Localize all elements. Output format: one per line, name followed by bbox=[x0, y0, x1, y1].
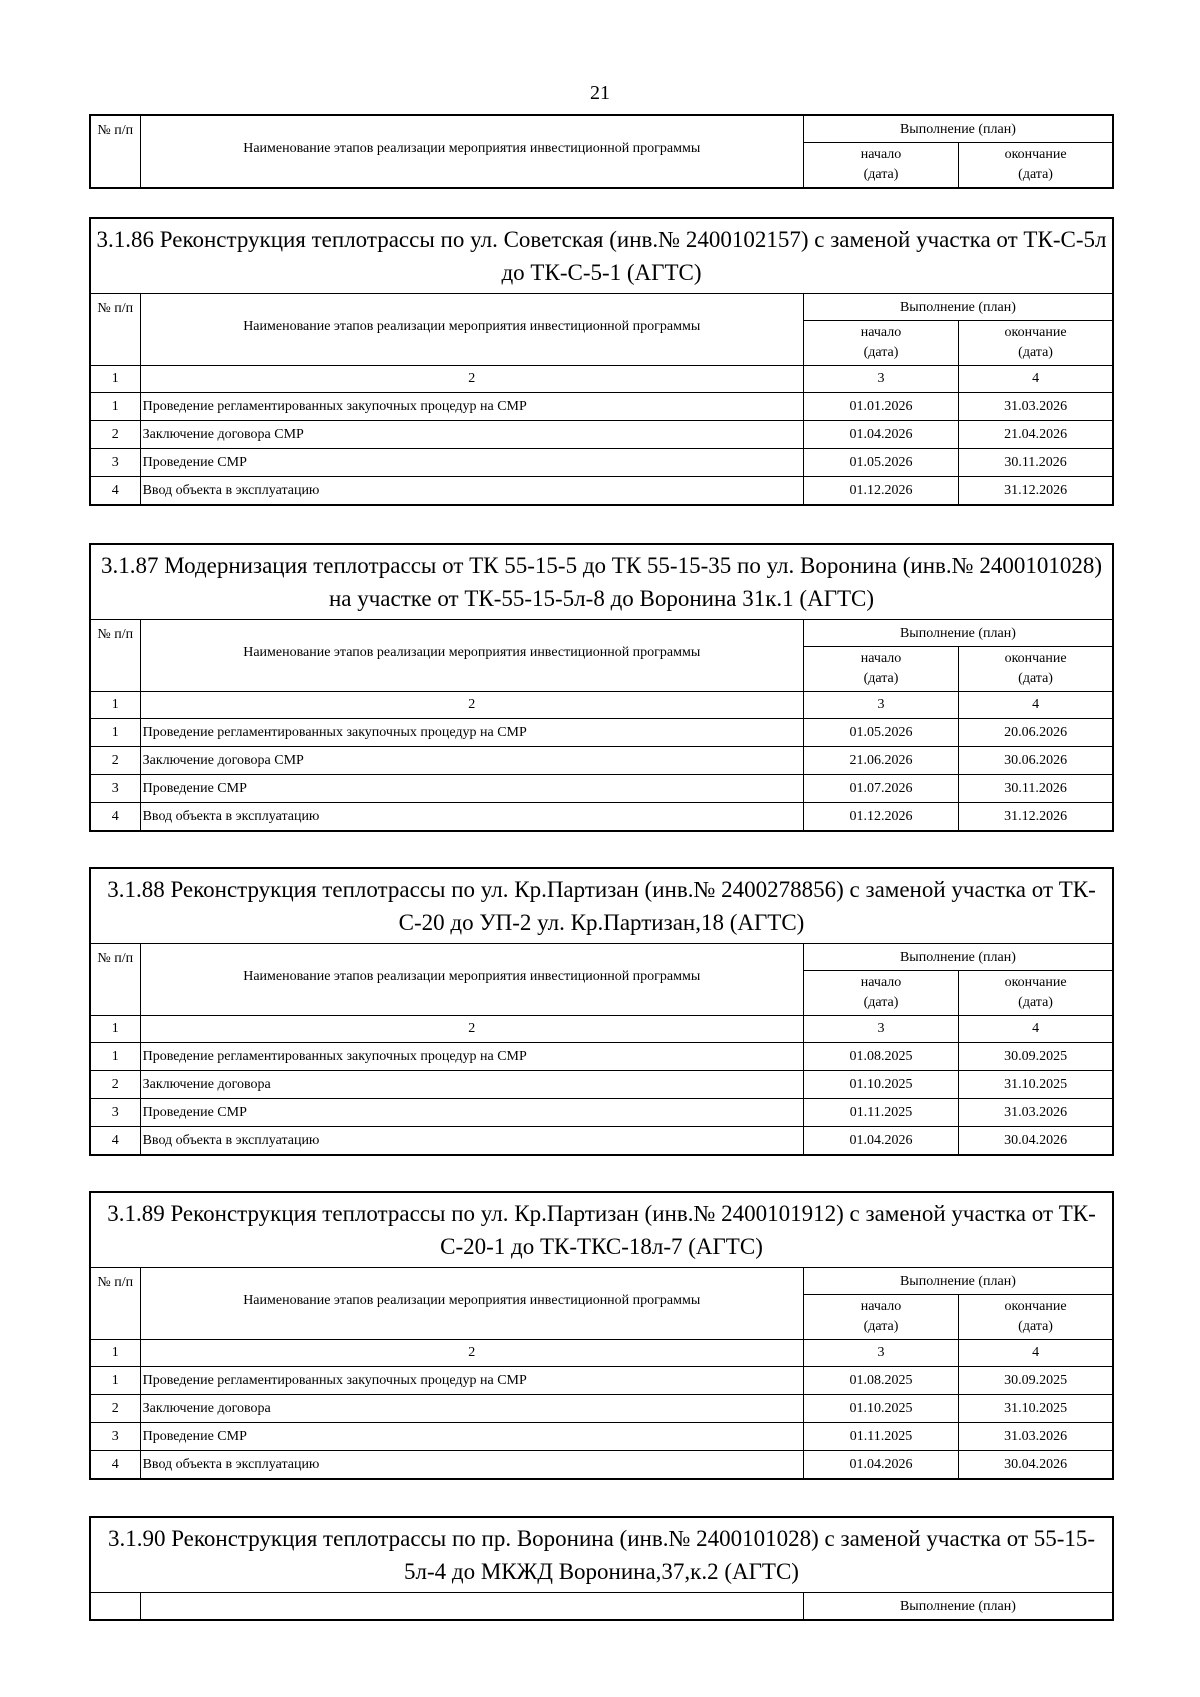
end-date: 30.09.2025 bbox=[959, 1367, 1113, 1395]
header-col-end: окончание (дата) bbox=[959, 1295, 1113, 1340]
row-number: 1 bbox=[90, 1043, 140, 1071]
row-number: 4 bbox=[90, 477, 140, 506]
row-number: 2 bbox=[90, 1395, 140, 1423]
table-row bbox=[90, 775, 1113, 803]
row-number: 3 bbox=[90, 1423, 140, 1451]
end-date: 31.03.2026 bbox=[959, 1423, 1113, 1451]
stage-name: Проведение СМР bbox=[140, 1423, 803, 1451]
table-row bbox=[90, 803, 1113, 832]
start-date: 01.04.2026 bbox=[803, 1451, 958, 1480]
row-number: 3 bbox=[90, 449, 140, 477]
header-col-name: Наименование этапов реализации мероприятия инвестиционной программы bbox=[140, 115, 803, 188]
header-col-name-empty bbox=[140, 1593, 803, 1621]
end-date: 31.03.2026 bbox=[959, 393, 1113, 421]
column-index-4: 4 bbox=[959, 1016, 1113, 1043]
header-col-num: № п/п bbox=[90, 1268, 140, 1340]
start-date: 01.12.2026 bbox=[803, 803, 958, 832]
header-col-name: Наименование этапов реализации мероприятия инвестиционной программы bbox=[140, 294, 803, 366]
stage-name: Проведение СМР bbox=[140, 775, 803, 803]
stage-name: Заключение договора bbox=[140, 1071, 803, 1099]
header-col-name: Наименование этапов реализации мероприятия инвестиционной программы bbox=[140, 944, 803, 1016]
row-number: 4 bbox=[90, 1127, 140, 1156]
start-date: 01.05.2026 bbox=[803, 719, 958, 747]
end-date: 31.10.2025 bbox=[959, 1071, 1113, 1099]
table-row bbox=[90, 1071, 1113, 1099]
end-date: 31.10.2025 bbox=[959, 1395, 1113, 1423]
table-row bbox=[90, 1099, 1113, 1127]
section-table-3-1-87 bbox=[89, 543, 1114, 832]
header-col-num: № п/п bbox=[90, 294, 140, 366]
start-date: 01.04.2026 bbox=[803, 1127, 958, 1156]
section-table-3-1-88 bbox=[89, 867, 1114, 1156]
header-col-plan: Выполнение (план) bbox=[803, 1268, 1113, 1295]
table-row bbox=[90, 1395, 1113, 1423]
start-date: 01.08.2025 bbox=[803, 1367, 958, 1395]
row-number: 4 bbox=[90, 803, 140, 832]
header-col-end: окончание (дата) bbox=[959, 647, 1113, 692]
start-date: 01.04.2026 bbox=[803, 421, 958, 449]
column-index-2: 2 bbox=[140, 366, 803, 393]
header-col-num: № п/п bbox=[90, 944, 140, 1016]
page-number: 21 bbox=[590, 82, 610, 104]
stage-name: Проведение регламентированных закупочных процедур на СМР bbox=[140, 1043, 803, 1071]
header-col-start: начало (дата) bbox=[803, 647, 958, 692]
header-col-plan: Выполнение (план) bbox=[803, 620, 1113, 647]
row-number: 1 bbox=[90, 1367, 140, 1395]
column-index-1: 1 bbox=[90, 692, 140, 719]
column-index-3: 3 bbox=[803, 1340, 958, 1367]
stage-name: Ввод объекта в эксплуатацию bbox=[140, 1127, 803, 1156]
start-date: 01.12.2026 bbox=[803, 477, 958, 506]
end-date: 30.04.2026 bbox=[959, 1451, 1113, 1480]
stage-name: Проведение регламентированных закупочных процедур на СМР bbox=[140, 719, 803, 747]
header-col-name: Наименование этапов реализации мероприятия инвестиционной программы bbox=[140, 1268, 803, 1340]
header-col-name: Наименование этапов реализации мероприятия инвестиционной программы bbox=[140, 620, 803, 692]
row-number: 1 bbox=[90, 393, 140, 421]
table-row bbox=[90, 449, 1113, 477]
row-number: 3 bbox=[90, 1099, 140, 1127]
section-table-3-1-89 bbox=[89, 1191, 1114, 1480]
end-date: 31.12.2026 bbox=[959, 803, 1113, 832]
header-col-start: начало (дата) bbox=[803, 971, 958, 1016]
row-number: 2 bbox=[90, 747, 140, 775]
stage-name: Проведение регламентированных закупочных процедур на СМР bbox=[140, 1367, 803, 1395]
header-col-start: начало (дата) bbox=[803, 143, 958, 189]
header-col-plan: Выполнение (план) bbox=[803, 115, 1113, 143]
column-index-1: 1 bbox=[90, 366, 140, 393]
column-index-2: 2 bbox=[140, 1340, 803, 1367]
stage-name: Ввод объекта в эксплуатацию bbox=[140, 803, 803, 832]
table-row bbox=[90, 719, 1113, 747]
header-col-num-empty bbox=[90, 1593, 140, 1621]
start-date: 21.06.2026 bbox=[803, 747, 958, 775]
section-table-3-1-86 bbox=[89, 217, 1114, 506]
header-col-plan: Выполнение (план) bbox=[803, 1593, 1113, 1621]
column-index-4: 4 bbox=[959, 692, 1113, 719]
start-date: 01.11.2025 bbox=[803, 1099, 958, 1127]
section-table-3-1-90 bbox=[89, 1516, 1114, 1621]
start-date: 01.10.2025 bbox=[803, 1071, 958, 1099]
table-row bbox=[90, 747, 1113, 775]
table-row bbox=[90, 1423, 1113, 1451]
header-col-start: начало (дата) bbox=[803, 321, 958, 366]
row-number: 2 bbox=[90, 421, 140, 449]
running-header-table bbox=[89, 114, 1114, 189]
table-row bbox=[90, 1127, 1113, 1156]
end-date: 31.03.2026 bbox=[959, 1099, 1113, 1127]
header-col-plan: Выполнение (план) bbox=[803, 294, 1113, 321]
end-date: 21.04.2026 bbox=[959, 421, 1113, 449]
header-col-end: окончание (дата) bbox=[959, 971, 1113, 1016]
end-date: 30.11.2026 bbox=[959, 449, 1113, 477]
column-index-2: 2 bbox=[140, 692, 803, 719]
header-col-num: № п/п bbox=[90, 115, 140, 188]
table-row bbox=[90, 1367, 1113, 1395]
start-date: 01.10.2025 bbox=[803, 1395, 958, 1423]
stage-name: Проведение СМР bbox=[140, 1099, 803, 1127]
section-title: 3.1.86 Реконструкция теплотрассы по ул. Советская (инв.№ 2400102157) с заменой участка от ТК-С-5л до ТК-С-5-1 (АГТС) bbox=[90, 218, 1113, 294]
stage-name: Ввод объекта в эксплуатацию bbox=[140, 1451, 803, 1480]
table-row bbox=[90, 477, 1113, 506]
column-index-1: 1 bbox=[90, 1340, 140, 1367]
column-index-2: 2 bbox=[140, 1016, 803, 1043]
start-date: 01.11.2025 bbox=[803, 1423, 958, 1451]
start-date: 01.07.2026 bbox=[803, 775, 958, 803]
column-index-4: 4 bbox=[959, 1340, 1113, 1367]
stage-name: Заключение договора СМР bbox=[140, 421, 803, 449]
header-col-num: № п/п bbox=[90, 620, 140, 692]
column-index-3: 3 bbox=[803, 366, 958, 393]
table-row bbox=[90, 1451, 1113, 1480]
column-index-3: 3 bbox=[803, 692, 958, 719]
row-number: 1 bbox=[90, 719, 140, 747]
row-number: 2 bbox=[90, 1071, 140, 1099]
section-title: 3.1.90 Реконструкция теплотрассы по пр. Воронина (инв.№ 2400101028) с заменой участка от 55-15-5л-4 до МКЖД Воронина,37,к.2 (АГТС) bbox=[90, 1517, 1113, 1593]
stage-name: Заключение договора bbox=[140, 1395, 803, 1423]
table-row bbox=[90, 421, 1113, 449]
stage-name: Ввод объекта в эксплуатацию bbox=[140, 477, 803, 506]
section-title: 3.1.88 Реконструкция теплотрассы по ул. Кр.Партизан (инв.№ 2400278856) с заменой участка от ТК-С-20 до УП-2 ул. Кр.Партизан,18 (АГТС) bbox=[90, 868, 1113, 944]
table-row bbox=[90, 393, 1113, 421]
end-date: 31.12.2026 bbox=[959, 477, 1113, 506]
end-date: 30.06.2026 bbox=[959, 747, 1113, 775]
stage-name: Проведение регламентированных закупочных процедур на СМР bbox=[140, 393, 803, 421]
stage-name: Проведение СМР bbox=[140, 449, 803, 477]
start-date: 01.01.2026 bbox=[803, 393, 958, 421]
row-number: 4 bbox=[90, 1451, 140, 1480]
stage-name: Заключение договора СМР bbox=[140, 747, 803, 775]
column-index-3: 3 bbox=[803, 1016, 958, 1043]
header-col-end: окончание (дата) bbox=[959, 143, 1113, 189]
end-date: 30.09.2025 bbox=[959, 1043, 1113, 1071]
header-col-end: окончание (дата) bbox=[959, 321, 1113, 366]
section-title: 3.1.87 Модернизация теплотрассы от ТК 55-15-5 до ТК 55-15-35 по ул. Воронина (инв.№ 2400101028) на участке от ТК-55-15-5л-8 до Воронина 31к.1 (АГТС) bbox=[90, 544, 1113, 620]
column-index-1: 1 bbox=[90, 1016, 140, 1043]
end-date: 30.11.2026 bbox=[959, 775, 1113, 803]
start-date: 01.05.2026 bbox=[803, 449, 958, 477]
section-title: 3.1.89 Реконструкция теплотрассы по ул. Кр.Партизан (инв.№ 2400101912) с заменой участка от ТК-С-20-1 до ТК-ТКС-18л-7 (АГТС) bbox=[90, 1192, 1113, 1268]
column-index-4: 4 bbox=[959, 366, 1113, 393]
end-date: 20.06.2026 bbox=[959, 719, 1113, 747]
end-date: 30.04.2026 bbox=[959, 1127, 1113, 1156]
row-number: 3 bbox=[90, 775, 140, 803]
start-date: 01.08.2025 bbox=[803, 1043, 958, 1071]
header-col-plan: Выполнение (план) bbox=[803, 944, 1113, 971]
table-row bbox=[90, 1043, 1113, 1071]
header-col-start: начало (дата) bbox=[803, 1295, 958, 1340]
